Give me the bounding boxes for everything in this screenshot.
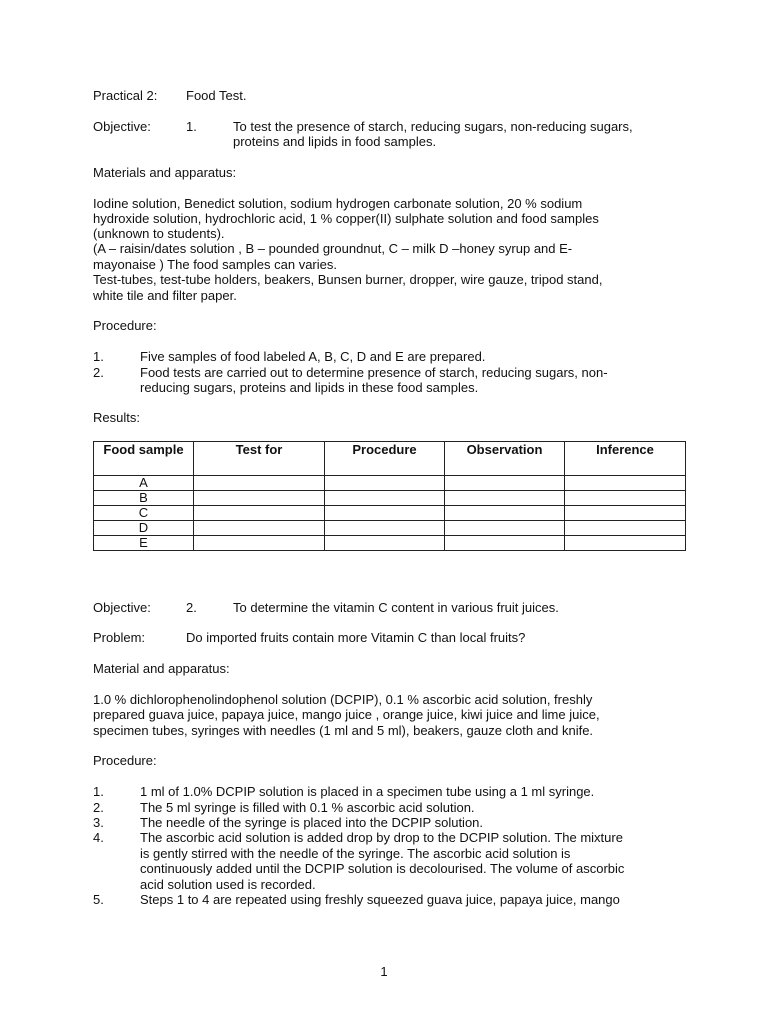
materials2-heading: Material and apparatus: xyxy=(93,661,230,676)
table-row xyxy=(94,476,686,491)
sample-cell: A xyxy=(94,476,194,491)
page-number: 1 xyxy=(380,964,388,979)
empty-cell xyxy=(445,491,565,506)
sample-cell: E xyxy=(94,536,194,551)
table-row xyxy=(94,506,686,521)
sample-cell: D xyxy=(94,521,194,536)
materials1-line: hydroxide solution, hydrochloric acid, 1 % copper(II) sulphate solution and food samples xyxy=(93,211,599,226)
procedure2-step: continuously added until the DCPIP solution is decolourised. The volume of ascorbic xyxy=(140,861,625,876)
procedure2-step: 1 ml of 1.0% DCPIP solution is placed in a specimen tube using a 1 ml syringe. xyxy=(140,784,595,799)
empty-cell xyxy=(445,521,565,536)
empty-cell xyxy=(194,536,325,551)
procedure2-number: 2. xyxy=(93,800,104,815)
materials2-line: prepared guava juice, papaya juice, mango juice , orange juice, kiwi juice and lime juice, xyxy=(93,707,600,722)
procedure2-step: Steps 1 to 4 are repeated using freshly squeezed guava juice, papaya juice, mango xyxy=(140,892,620,907)
results-heading: Results: xyxy=(93,410,140,425)
practical-label: Practical 2: xyxy=(93,88,158,103)
materials1-line: (A – raisin/dates solution , B – pounded groundnut, C – milk D –honey syrup and E- xyxy=(93,241,573,256)
objective2-number: 2. xyxy=(186,600,197,615)
procedure2-number: 5. xyxy=(93,892,104,907)
empty-cell xyxy=(565,506,686,521)
objective1-number: 1. xyxy=(186,119,197,134)
problem-text: Do imported fruits contain more Vitamin C than local fruits? xyxy=(186,630,526,645)
empty-cell xyxy=(445,536,565,551)
materials1-line: Iodine solution, Benedict solution, sodium hydrogen carbonate solution, 20 % sodium xyxy=(93,196,583,211)
materials2-line: specimen tubes, syringes with needles (1 ml and 5 ml), beakers, gauze cloth and knife. xyxy=(93,723,594,738)
procedure1-step: Food tests are carried out to determine presence of starch, reducing sugars, non- xyxy=(140,365,608,380)
empty-cell xyxy=(325,491,445,506)
col-test-for: Test for xyxy=(194,442,325,476)
empty-cell xyxy=(565,521,686,536)
materials1-line: white tile and filter paper. xyxy=(93,288,237,303)
results-header-row xyxy=(94,442,686,476)
empty-cell xyxy=(194,491,325,506)
procedure1-number: 1. xyxy=(93,349,104,364)
materials1-heading: Materials and apparatus: xyxy=(93,165,237,180)
procedure2-step: The needle of the syringe is placed into the DCPIP solution. xyxy=(140,815,484,830)
empty-cell xyxy=(445,506,565,521)
col-procedure: Procedure xyxy=(325,442,445,476)
empty-cell xyxy=(325,536,445,551)
col-observation: Observation xyxy=(445,442,565,476)
practical-title: Food Test. xyxy=(186,88,247,103)
empty-cell xyxy=(325,521,445,536)
materials1-line: Test-tubes, test-tube holders, beakers, Bunsen burner, dropper, wire gauze, tripod stand, xyxy=(93,272,603,287)
sample-cell: C xyxy=(94,506,194,521)
sample-cell: B xyxy=(94,491,194,506)
objective2-text: To determine the vitamin C content in various fruit juices. xyxy=(233,600,559,615)
objective1-line: proteins and lipids in food samples. xyxy=(233,134,437,149)
procedure2-number: 3. xyxy=(93,815,104,830)
empty-cell xyxy=(565,491,686,506)
empty-cell xyxy=(565,536,686,551)
empty-cell xyxy=(194,476,325,491)
procedure2-step: is gently stirred with the needle of the syringe. The ascorbic acid solution is xyxy=(140,846,571,861)
procedure1-step: reducing sugars, proteins and lipids in these food samples. xyxy=(140,380,479,395)
procedure2-step: The 5 ml syringe is filled with 0.1 % ascorbic acid solution. xyxy=(140,800,475,815)
objective2-label: Objective: xyxy=(93,600,151,615)
empty-cell xyxy=(194,521,325,536)
col-inference: Inference xyxy=(565,442,686,476)
empty-cell xyxy=(325,476,445,491)
procedure1-number: 2. xyxy=(93,365,104,380)
table-row xyxy=(94,536,686,551)
procedure2-step: acid solution used is recorded. xyxy=(140,877,316,892)
empty-cell xyxy=(194,506,325,521)
procedure1-heading: Procedure: xyxy=(93,318,157,333)
problem-label: Problem: xyxy=(93,630,146,645)
table-row xyxy=(94,491,686,506)
procedure1-step: Five samples of food labeled A, B, C, D and E are prepared. xyxy=(140,349,486,364)
materials1-line: (unknown to students). xyxy=(93,226,225,241)
table-row xyxy=(94,521,686,536)
objective1-label: Objective: xyxy=(93,119,151,134)
objective1-line: To test the presence of starch, reducing sugars, non-reducing sugars, xyxy=(233,119,633,134)
materials2-line: 1.0 % dichlorophenolindophenol solution (DCPIP), 0.1 % ascorbic acid solution, freshly xyxy=(93,692,593,707)
materials1-line: mayonaise ) The food samples can varies. xyxy=(93,257,337,272)
empty-cell xyxy=(445,476,565,491)
procedure2-heading: Procedure: xyxy=(93,753,157,768)
col-food-sample: Food sample xyxy=(94,442,194,476)
procedure2-number: 1. xyxy=(93,784,104,799)
procedure2-step: The ascorbic acid solution is added drop by drop to the DCPIP solution. The mixture xyxy=(140,830,623,845)
results-table xyxy=(93,441,686,551)
empty-cell xyxy=(565,476,686,491)
procedure2-number: 4. xyxy=(93,830,104,845)
empty-cell xyxy=(325,506,445,521)
